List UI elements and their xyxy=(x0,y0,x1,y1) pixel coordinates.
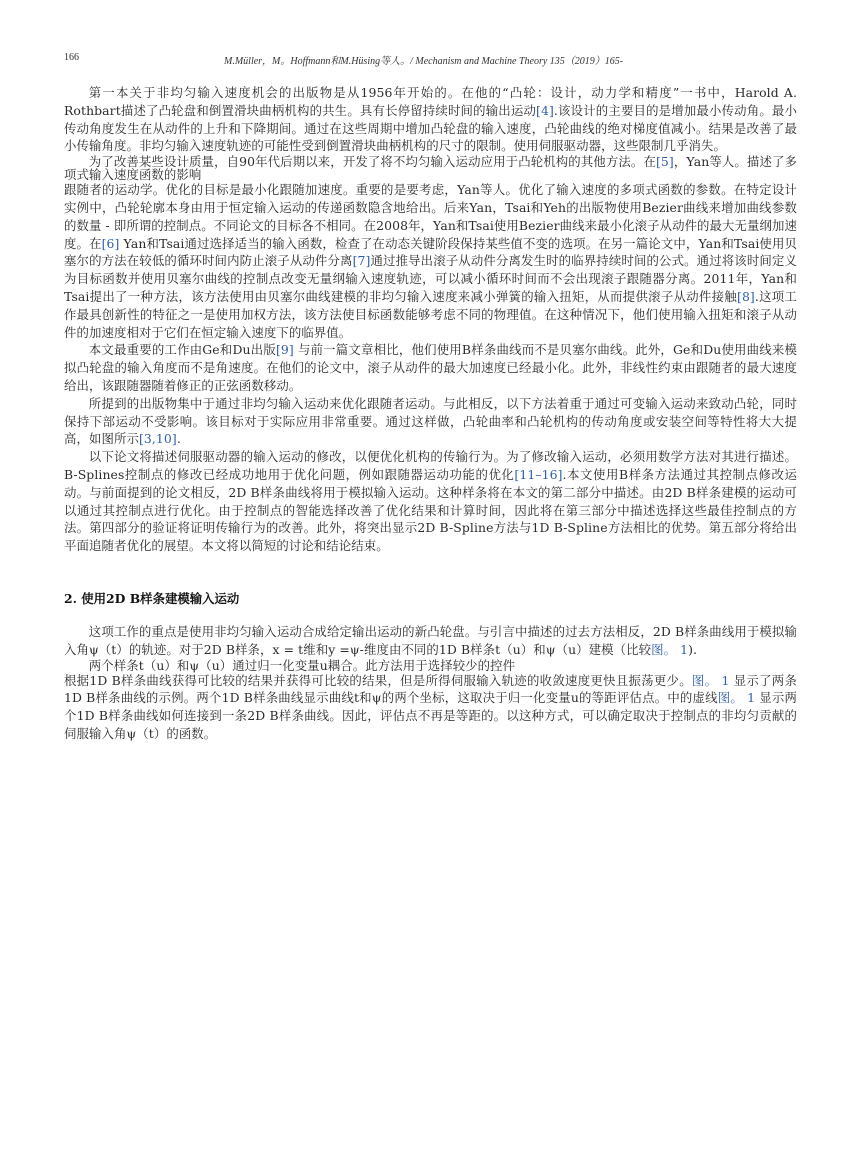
paragraph-text: 所提到的出版物集中于通过非均匀输入运动来优化跟随者运动。与此相反，以下方法着重于通过可变输入运动来致动凸轮，同时保持下部运动不受影响。该目标对于实际应用非常重要。通过这样做，凸轮曲率和凸轮机构的传动角度或安装空间等特性将大大提高，如图所示 xyxy=(64,395,797,447)
citation-link[interactable]: 图。 1 xyxy=(651,641,689,657)
section-2-text xyxy=(64,623,797,743)
citation-link[interactable]: 图。 1 xyxy=(691,672,730,688)
paragraph-text: 为了改善某些设计质量，自90年代后期以来，开发了将不均匀输入运动应用于凸轮机构的其他方法。在 xyxy=(88,154,656,170)
paragraph-text: 跟随者的运动学。优化的目标是最小化跟随加速度。重要的是要考虑，Yan等人。优化了输入速度的多项式函数的参数。在特定设计实例中，凸轮轮廓本身由用于恒定输入运动的传递函数隐含地给出。后来Yan，Tsai和Yeh的出版物使用Bezier曲线来增加曲线参数的数量 - 即所谓的控制点。不同论文的目标各不相同。在2008年，Yan和Tsai使用Bezier曲线来最小化滚子从动件的最大无量纲加速度。在 xyxy=(64,182,797,251)
citation-link[interactable]: [5] xyxy=(656,154,674,170)
paragraph-text: 两个样条t（u）和ψ（u）通过归一化变量u耦合。此方法用于选择较少的控件 xyxy=(88,657,516,673)
paragraph xyxy=(64,672,797,743)
paragraph-text: . xyxy=(176,431,181,447)
paragraph xyxy=(64,448,797,555)
paragraph xyxy=(64,623,797,659)
citation-link[interactable]: 图。 1 xyxy=(717,690,756,706)
page-number: 166 xyxy=(64,52,79,63)
paragraph xyxy=(64,395,797,448)
paragraph xyxy=(64,155,797,181)
article-body xyxy=(64,84,797,743)
paragraph-text: ). xyxy=(688,641,698,657)
paragraph-text: 显示两个1D B样条曲线如何连接到一条2D B样条曲线。因此，评估点不再是等距的。以这种方式，可以确定取决于控制点的非均匀贡献的伺服输入角ψ（t）的函数。 xyxy=(64,690,798,741)
section-heading: 2. 使用2D B样条建模输入运动 xyxy=(64,590,240,606)
paragraph-text: 以下论文将描述伺服驱动器的输入运动的修改，以便优化机构的传输行为。为了修改输入运动，必须用数学方法对其进行描述。B-Splines控制点的修改已经成功地用于优化问题，例如跟随器运动功能的优化 xyxy=(64,449,797,482)
running-header xyxy=(64,50,783,70)
citation-link[interactable]: [6] xyxy=(101,235,120,251)
paragraph-text: 这项工作的重点是使用非均匀输入运动合成给定输出运动的新凸轮盘。与引言中描述的过去方法相反，2D B样条曲线用于模拟输入角ψ（t）的轨迹。对于2D B样条，x = t维和y =ψ-维度由不同的1D B样条t（u）和ψ（u）建模（比较 xyxy=(64,623,797,657)
paragraph-text: ，Yan等人。描述了多项式输入速度函数的影响 xyxy=(64,154,797,183)
journal-citation: M.Müller，M。Hoffmann和M.Hüsing等人。/ Mechanism and Machine Theory 135（2019）165- xyxy=(224,56,624,67)
citation-link[interactable]: [11–16] xyxy=(514,466,563,482)
paragraph-text: 根据1D B样条曲线获得可比较的结果并获得可比较的结果，但是所得伺服输入轨迹的收敛速度更快且振荡更少。 xyxy=(64,672,692,688)
paragraph-text: 通过推导出滚子从动件分离发生时的临界持续时间的公式。通过将该时间定义为目标函数并使用贝塞尔曲线的控制点改变无量纲输入速度轨迹，可以减小循环时间而不会出现滚子跟随器分离。2011年，Yan和Tsai提出了一种方法，该方法使用由贝塞尔曲线建模的非均匀输入速度来减小弹簧的输入扭矩，从而提供滚子从动件接触 xyxy=(64,253,797,304)
citation-link[interactable]: [9] xyxy=(275,342,294,358)
citation-link[interactable]: [4] xyxy=(536,102,554,118)
paragraph xyxy=(64,84,797,155)
paragraph-text: Yan和Tsai通过选择适当的输入函数，检查了在动态关键阶段保持某些值不变的选项。在另一篇论文中，Yan和Tsai使用贝塞尔的方法在较低的循环时间内防止滚子从动件分离 xyxy=(64,235,797,269)
paragraph-text: 与前一篇文章相比，他们使用B样条曲线而不是贝塞尔曲线。此外，Ge和Du使用曲线来模拟凸轮盘的输入角度而不是角速度。在他们的论文中，滚子从动件的最大加速度已经最小化。此外，非线性约束由跟随者的最大速度给出，该跟随器随着修正的正弦函数移动。 xyxy=(64,342,797,393)
paragraph-text: .该设计的主要目的是增加最小传动角。最小传动角度发生在从动件的上升和下降期间。通过在这些周期中增加凸轮盘的输入速度，凸轮曲线的绝对梯度值减小。结果是改善了最小传输角度。非均匀输入速度轨迹的可能性受到倒置滑块曲柄机构的尺寸的限制。使用伺服驱动器，这些限制几乎消失。 xyxy=(64,102,797,154)
paragraph-text: .本文使用B样条方法通过其控制点修改运动。与前面提到的论文相反，2D B样条曲线将用于模拟输入运动。这种样条将在本文的第二部分中描述。由2D B样条建模的运动可以通过其控制点进行优化。由于控制点的智能选择改善了优化结果和计算时间，因此将在第三部分中描述选择这些最佳控制点的方法。第四部分的验证将证明传输行为的改善。此外，将突出显示2D B-Spline方法与1D B-Spline方法相比的优势。第五部分将给出平面追随者优化的展望。本文将以简短的讨论和结论结束。 xyxy=(64,466,797,554)
paragraph xyxy=(64,181,797,341)
citation-link[interactable]: [8] xyxy=(737,288,755,304)
paragraph-text: 显示了两条1D B样条曲线的示例。两个1D B样条曲线显示曲线t和ψ的两个坐标，这取决于归一化变量u的等距评估点。中的虚线 xyxy=(64,672,797,706)
paragraph-text: 本文最重要的工作由Ge和Du出版 xyxy=(88,342,276,358)
paragraph xyxy=(64,659,797,672)
introduction-text xyxy=(64,84,797,555)
citation-link[interactable]: [3,10] xyxy=(138,431,177,447)
citation-link[interactable]: [7] xyxy=(352,253,371,269)
paragraph-text: 第一本关于非均匀输入速度机会的出版物是从1956年开始的。在他的“凸轮：设计，动力学和精度”一书中，Harold A. Rothbart描述了凸轮盘和倒置滑块曲柄机构的共生。具有长停留持续时间的输出运动 xyxy=(64,85,797,118)
paragraph-text: .这项工作最具创新性的特征之一是使用加权方法，该方法使目标函数能够考虑不同的物理值。在这种情况下，他们使用输入扭矩和滚子从动件的加速度相对于它们在恒定输入速度下的临界值。 xyxy=(64,288,797,340)
paragraph xyxy=(64,341,797,394)
